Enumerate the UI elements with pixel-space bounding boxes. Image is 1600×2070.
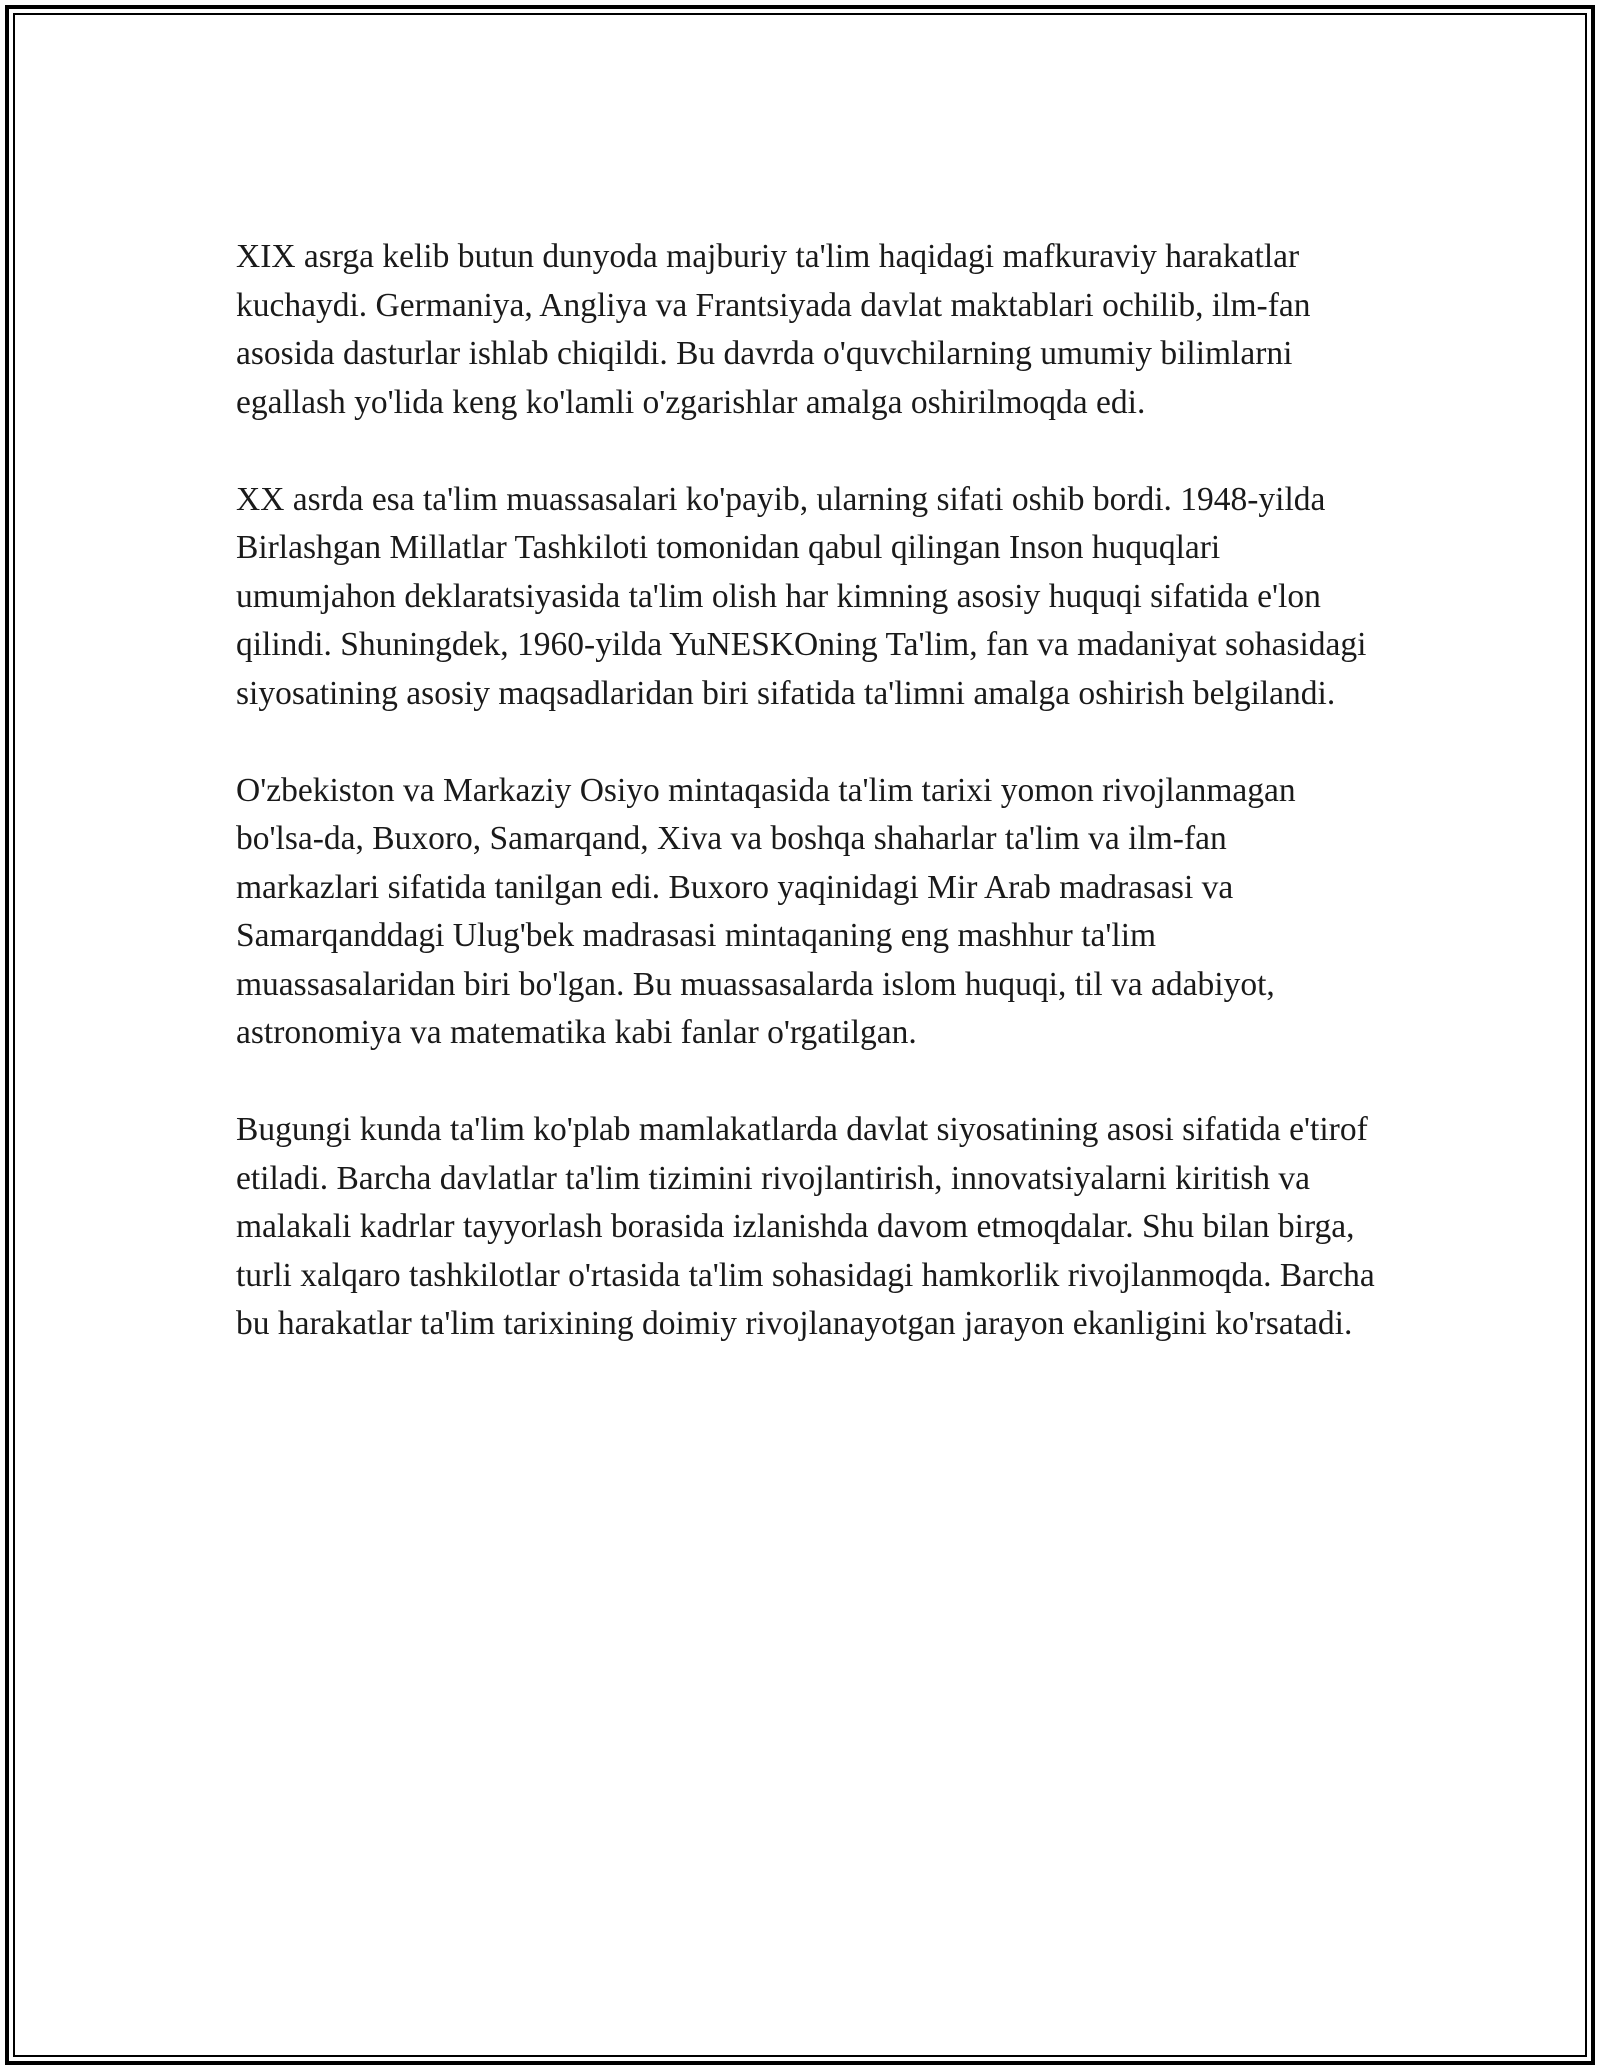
paragraph-1: XIX asrga kelib butun dunyoda majburiy ta'lim haqidagi mafkuraviy harakatlar kuchaydi. Germaniya, Angliya va Frantsiyada davlat maktablari ochilib, ilm-fan asosida dasturlar ishlab chiqildi. Bu davrda o'quvchilarning umumiy bilimlarni egallash yo'lida keng ko'lamli o'zgarishlar amalga oshirilmoqda edi. — [236, 238, 1311, 421]
paragraph-3: O'zbekiston va Markaziy Osiyo mintaqasida ta'lim tarixi yomon rivojlanmagan bo'lsa-da, Buxoro, Samarqand, Xiva va boshqa shaharlar ta'lim va ilm-fan markazlari sifatida tanilgan edi. Buxoro yaqinidagi Mir Arab madrasasi va Samarqanddagi Ulug'bek madrasasi mintaqaning eng mashhur ta'lim muassasalaridan biri bo'lgan. Bu muassasalarda islom huquqi, til va adabiyot, astronomiya va matematika kabi fanlar o'rgatilgan. — [236, 771, 1296, 1051]
document-body — [236, 233, 1376, 1397]
paragraph-4: Bugungi kunda ta'lim ko'plab mamlakatlarda davlat siyosatining asosi sifatida e'tirof etiladi. Barcha davlatlar ta'lim tizimini rivojlantirish, innovatsiyalarni kiritish va malakali kadrlar tayyorlash borasida izlanishda davom etmoqdalar. Shu bilan birga, turli xalqaro tashkilotlar o'rtasida ta'lim sohasidagi hamkorlik rivojlanmoqda. Barcha bu harakatlar ta'lim tarixining doimiy rivojlanayotgan jarayon ekanligini ko'rsatadi. — [236, 1111, 1375, 1342]
paragraph-2: XX asrda esa ta'lim muassasalari ko'payib, ularning sifati oshib bordi. 1948-yilda Birlashgan Millatlar Tashkiloti tomonidan qabul qilingan Inson huquqlari umumjahon deklaratsiyasida ta'lim olish har kimning asosiy huquqi sifatida e'lon qilindi. Shuningdek, 1960-yilda YuNESKOning Ta'lim, fan va madaniyat sohasidagi siyosatining asosiy maqsadlaridan biri sifatida ta'limni amalga oshirish belgilandi. — [236, 480, 1367, 712]
